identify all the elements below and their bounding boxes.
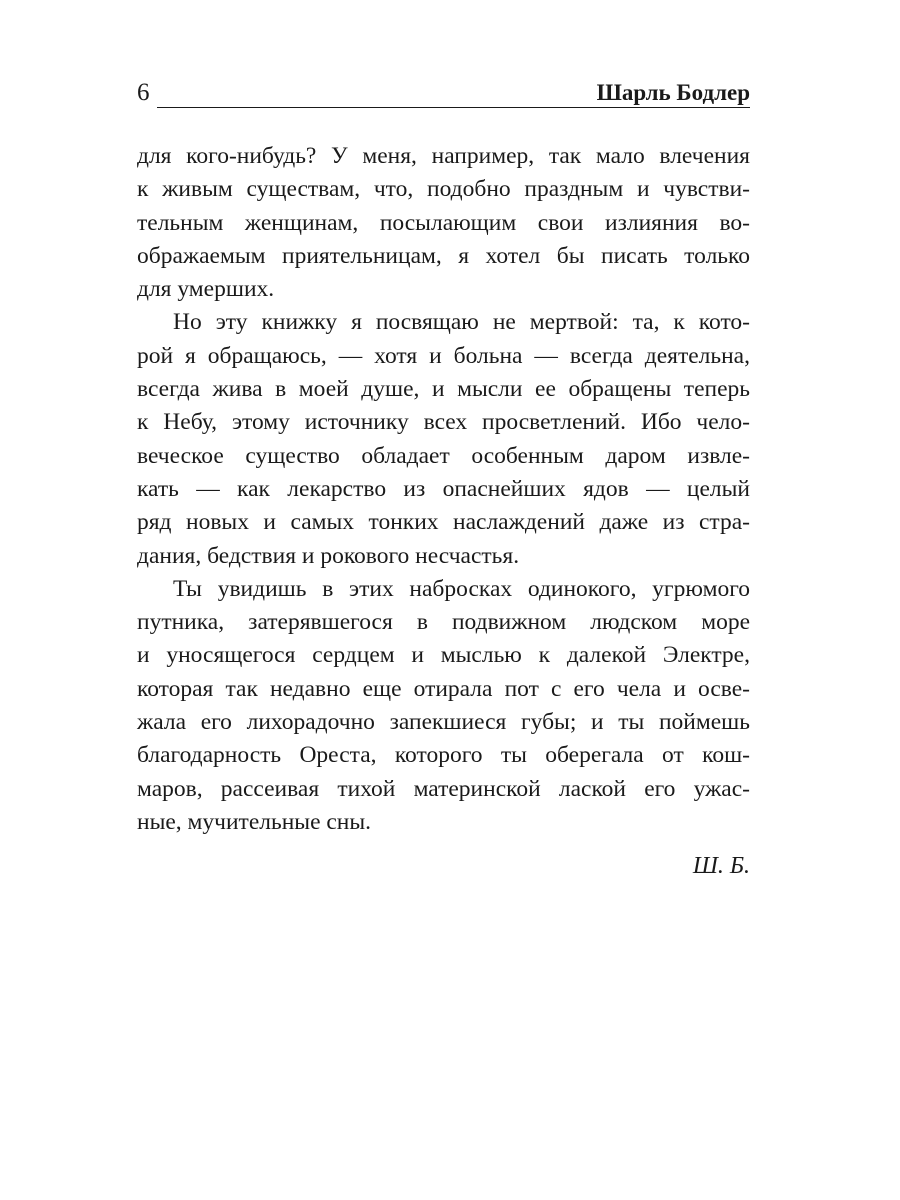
text-line: к Небу, этому источнику всех просветлений. Ибо чело- (137, 409, 750, 436)
text-line: для кого-нибудь? У меня, например, так мало влечения (137, 143, 750, 169)
signature-initials: Ш. Б. (692, 853, 750, 879)
body-text (137, 140, 750, 839)
text-line: которая так недавно еще отирала пот с его чела и осве- (137, 675, 750, 702)
text-line: веческое существо обладает особенным даром извле- (137, 442, 750, 469)
page-header (137, 78, 750, 108)
text-line: кать — как лекарство из опаснейших ядов — целый (137, 475, 750, 502)
text-line: всегда жива в моей душе, и мысли ее обращены теперь (137, 376, 750, 403)
text-line: для умерших. (137, 276, 275, 303)
page-number: 6 (137, 79, 150, 106)
text-line: ображаемым приятельницам, я хотел бы писать только (137, 242, 750, 269)
text-line: тельным женщинам, посылающим свои излияния во- (137, 209, 750, 236)
text-line: рой я обращаюсь, — хотя и больна — всегда деятельна, (137, 342, 750, 369)
paragraph-first-line: Но эту книжку я посвящаю не мертвой: та, к кото- (173, 309, 750, 336)
text-line: путника, затерявшегося в подвижном людском море (137, 609, 750, 636)
text-line: ряд новых и самых тонких наслаждений даже из стра- (137, 509, 750, 536)
text-line: ные, мучительные сны. (137, 808, 372, 835)
text-line: и уносящегося сердцем и мыслью к далекой Электре, (137, 642, 750, 669)
text-line: дания, бедствия и рокового несчастья. (137, 542, 520, 569)
text-line: жала его лихорадочно запекшиеся губы; и ты поймешь (137, 709, 750, 736)
paragraph-first-line: Ты увидишь в этих набросках одинокого, угрюмого (173, 575, 750, 602)
text-line: благодарность Ореста, которого ты оберегала от кош- (137, 742, 750, 769)
running-head-author: Шарль Бодлер (596, 80, 750, 105)
text-line: к живым существам, что, подобно праздным и чувстви- (137, 176, 750, 203)
text-line: маров, рассеивая тихой материнской лаской его ужас- (137, 775, 750, 802)
